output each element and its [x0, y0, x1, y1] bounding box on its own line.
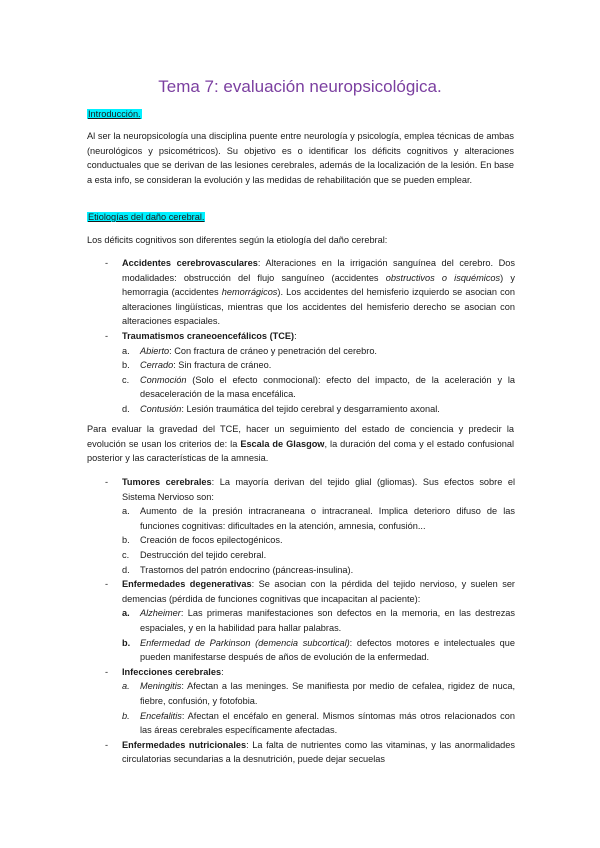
- list-item: a. Aumento de la presión intracraneana o intracraneal. Implica deterioro difuso de las funciones cognitivas: dificultades en la atención, amnesia, confusión...: [122, 506, 515, 531]
- degenerativas-sublist: [122, 606, 515, 664]
- list-item-degenerativas: - Enfermedades degenerativas: Se asocian con la pérdida del tejido nervioso, y suelen ser demencias (pérdida de funciones cognitivas que incapacitan al paciente): a. Alzheimer: Las primeras manifestaciones son defectos en la memoria, en las destrezas espaciales, y en la habilidad para hallar palabras. b. Enfermedad de Parkinson (demencia subcortical): defectos motores e intelectuales que pueden manifestarse después de años de evolución de la enfermedad.: [105, 577, 515, 665]
- list-item: c. Destrucción del tejido cerebral.: [122, 549, 267, 560]
- list-item: b. Creación de focos epilectogénicos.: [122, 535, 283, 546]
- list-item: d. Trastornos del patrón endocrino (páncreas-insulina).: [122, 564, 354, 575]
- tce-sublist: [122, 344, 515, 417]
- etiology-list-1: [105, 256, 515, 417]
- list-item-acv: - Accidentes cerebrovasculares: Alteraciones en la irrigación sanguínea del cerebro. Dos modalidades: obstrucción del flujo sanguíneo (accidentes obstructivos o isquémicos) y hemorragia (accidentes hemorrágicos). Los accidentes del hemisferio izquierdo se asocian con alteraciones lingüísticas, mientras que los accidentes del hemisferio derecho se asocian con alteraciones espaciales.: [105, 258, 515, 327]
- list-item: a. Alzheimer: Las primeras manifestaciones son defectos en la memoria, en las destrezas espaciales, y en la habilidad para hallar palabras.: [122, 608, 515, 633]
- list-item: b. Cerrado: Sin fractura de cráneo.: [122, 360, 272, 371]
- tumores-sublist: [122, 504, 515, 577]
- page-title: Tema 7: evaluación neuropsicológica.: [158, 77, 442, 96]
- etiology-list-2: [105, 475, 515, 767]
- etiologias-heading: Etiologías del daño cerebral.: [88, 212, 205, 222]
- tce-evaluation-paragraph: Para evaluar la gravedad del TCE, hacer un seguimiento del estado de conciencia y predecir la evolución se usan los criterios de: la Escala de Glasgow, la duración del coma y el estado confusional posterior y las características de la amnesia.: [87, 424, 514, 464]
- list-item: a. Abierto: Con fractura de cráneo y penetración del cerebro.: [122, 345, 377, 356]
- list-item-tumores: - Tumores cerebrales: La mayoría derivan del tejido glial (gliomas). Sus efectos sobre el Sistema Nervioso son: a. Aumento de la presión intracraneana o intracraneal. Implica deterioro difuso de las funciones cognitivas: dificultades en la atención, amnesia, confusión... b. Creación de focos epilectogénicos. c. Destrucción del tejido cerebral. d. Trastornos del patrón endocrino (páncreas-insulina).: [105, 475, 515, 577]
- infecciones-sublist: [122, 679, 515, 737]
- list-item: c. Conmoción (Solo el efecto conmocional): efecto del impacto, de la aceleración y la desaceleración de la masa encefálica.: [122, 374, 515, 400]
- list-item: b. Encefalitis: Afectan el encéfalo en general. Mismos síntomas más otros relacionados con las áreas cerebrales específicamente afectadas.: [122, 710, 515, 736]
- list-item: b. Enfermedad de Parkinson (demencia subcortical): defectos motores e intelectuales que pueden manifestarse después de años de evolución de la enfermedad.: [122, 637, 515, 663]
- intro-paragraph: Al ser la neuropsicología una disciplina puente entre neurología y psicología, emplea técnicas de ambas (neurológicos y psicométricos). Su objetivo es o identificar los déficits cognitivos y alteraciones conductuales que se derivan de las lesiones cerebrales, además de la localización de la lesión. En base a esta info, se consideran la evolución y las medidas de rehabilitación que se pueden emplear.: [87, 131, 514, 185]
- intro-heading: Introducción.: [88, 109, 141, 119]
- etiologias-lead: Los déficits cognitivos son diferentes según la etiología del daño cerebral:: [87, 235, 388, 245]
- list-item: a. Meningitis: Afectan a las meninges. Se manifiesta por medio de cefalea, rigidez de nuca, fiebre, confusión, y fotofobia.: [122, 681, 515, 706]
- list-item-tce: - Traumatismos craneoencefálicos (TCE): a. Abierto: Con fractura de cráneo y penetración del cerebro. b. Cerrado: Sin fractura de cráneo. c. Conmoción (Solo el efecto conmocional): efecto del impacto, de la aceleración y la desaceleración de la masa encefálica. d. Contusión: Lesión traumática del tejido cerebral y desgarramiento axonal.: [105, 329, 515, 417]
- list-item: d. Contusión: Lesión traumática del tejido cerebral y desgarramiento axonal.: [122, 403, 440, 414]
- list-item-infecciones: - Infecciones cerebrales: a. Meningitis: Afectan a las meninges. Se manifiesta por medio de cefalea, rigidez de nuca, fiebre, confusión, y fotofobia. b. Encefalitis: Afectan el encéfalo en general. Mismos síntomas más otros relacionados con las áreas cerebrales específicamente afectadas.: [105, 665, 515, 738]
- list-item-nutricionales: - Enfermedades nutricionales: La falta de nutrientes como las vitaminas, y las anormalidades circulatorias secundarias a la desnutrición, puede dejar secuelas: [105, 739, 515, 765]
